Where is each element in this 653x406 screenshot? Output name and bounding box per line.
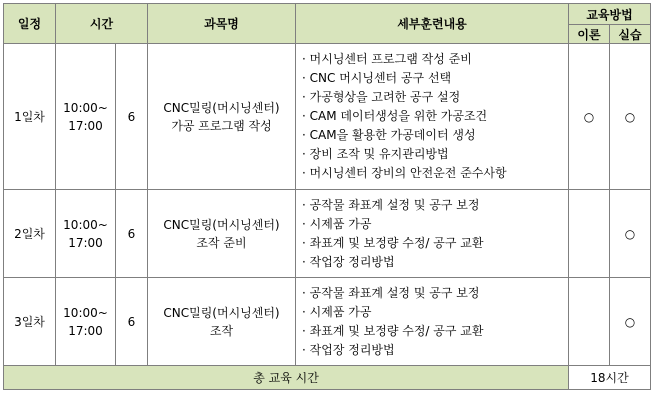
detail-item: · 좌표계 및 보정량 수정/ 공구 교환	[302, 322, 568, 341]
subject-line1: CNC밀링(머시닝센터)	[163, 305, 280, 320]
practice-cell	[610, 190, 651, 278]
total-value: 18시간	[569, 366, 651, 390]
time-cell	[56, 44, 116, 190]
table-row	[4, 44, 651, 190]
circle-mark: ○	[624, 314, 636, 329]
circle-mark: ○	[583, 109, 595, 124]
circle-mark: ○	[624, 109, 636, 124]
detail-item: · CAM을 활용한 가공데이터 생성	[302, 126, 568, 145]
detail-item: · CNC 머시닝센터 공구 선택	[302, 69, 568, 88]
subject-cell	[148, 278, 296, 366]
detail-item: · 머시닝센터 장비의 안전운전 준수사항	[302, 164, 568, 183]
detail-item: · 좌표계 및 보정량 수정/ 공구 교환	[302, 234, 568, 253]
circle-mark: ○	[624, 226, 636, 241]
hours-cell: 6	[116, 278, 148, 366]
time-start: 10:00~	[63, 217, 108, 232]
detail-item: · 가공형상을 고려한 공구 설정	[302, 88, 568, 107]
header-time: 시간	[56, 4, 148, 44]
time-cell	[56, 190, 116, 278]
time-end: 17:00	[68, 235, 103, 250]
time-end: 17:00	[68, 323, 103, 338]
time-start: 10:00~	[63, 100, 108, 115]
subject-line1: CNC밀링(머시닝센터)	[163, 217, 280, 232]
detail-item: · 시제품 가공	[302, 215, 568, 234]
total-row	[4, 366, 651, 390]
header-subject: 과목명	[148, 4, 296, 44]
day-cell: 1일차	[4, 44, 56, 190]
subject-cell	[148, 190, 296, 278]
time-end: 17:00	[68, 118, 103, 133]
hours-cell: 6	[116, 190, 148, 278]
practice-cell	[610, 278, 651, 366]
detail-item: · 작업장 정리방법	[302, 341, 568, 360]
table-row	[4, 278, 651, 366]
detail-item: · CAM 데이터생성을 위한 가공조건	[302, 107, 568, 126]
theory-cell	[569, 278, 610, 366]
subject-line1: CNC밀링(머시닝센터)	[163, 100, 280, 115]
subject-cell	[148, 44, 296, 190]
theory-cell	[569, 44, 610, 190]
practice-cell	[610, 44, 651, 190]
total-label: 총 교육 시간	[4, 366, 569, 390]
theory-cell	[569, 190, 610, 278]
detail-item: · 작업장 정리방법	[302, 253, 568, 272]
day-cell: 2일차	[4, 190, 56, 278]
detail-item: · 공작물 좌표계 설정 및 공구 보정	[302, 284, 568, 303]
detail-item: · 시제품 가공	[302, 303, 568, 322]
details-cell	[296, 278, 569, 366]
hours-cell: 6	[116, 44, 148, 190]
subject-line2: 조작 준비	[196, 235, 247, 250]
subject-line2: 가공 프로그램 작성	[171, 118, 272, 133]
header-method: 교육방법	[569, 4, 651, 25]
training-schedule-table	[3, 3, 651, 390]
time-start: 10:00~	[63, 305, 108, 320]
detail-item: · 공작물 좌표계 설정 및 공구 보정	[302, 196, 568, 215]
day-cell: 3일차	[4, 278, 56, 366]
subject-line2: 조작	[209, 323, 234, 338]
detail-item: · 장비 조작 및 유지관리방법	[302, 145, 568, 164]
header-theory: 이론	[569, 25, 610, 44]
header-schedule: 일정	[4, 4, 56, 44]
time-cell	[56, 278, 116, 366]
details-cell	[296, 190, 569, 278]
details-cell	[296, 44, 569, 190]
header-practice: 실습	[610, 25, 651, 44]
header-details: 세부훈련내용	[296, 4, 569, 44]
table-row	[4, 190, 651, 278]
detail-item: · 머시닝센터 프로그램 작성 준비	[302, 50, 568, 69]
